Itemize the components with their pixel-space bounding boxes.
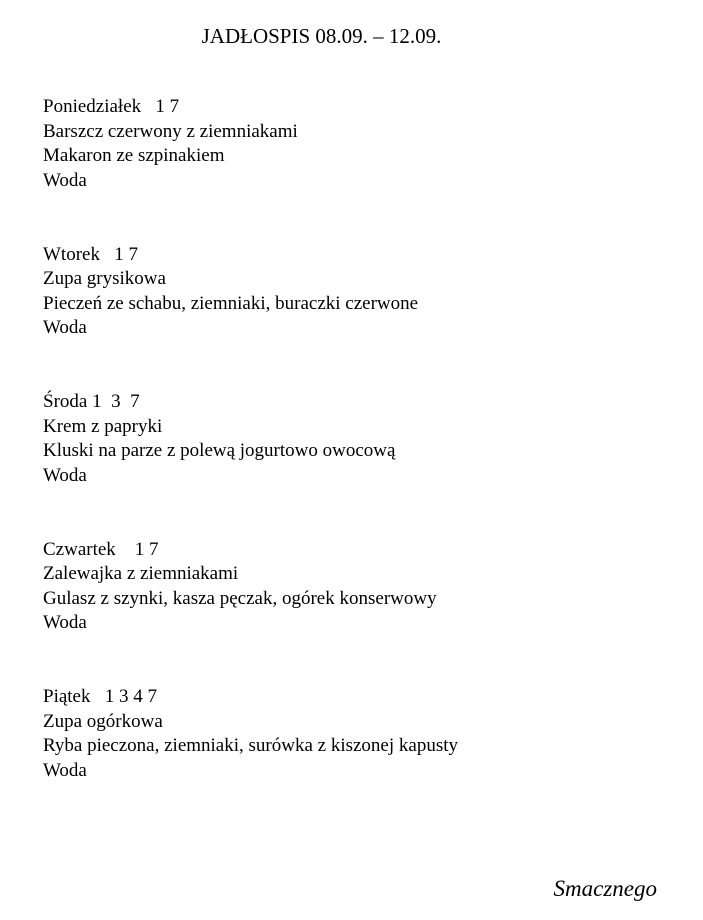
drink-item: Woda [43, 612, 87, 634]
drink-item: Woda [43, 759, 87, 781]
soup-item: Krem z papryki [43, 415, 163, 437]
main-dish-item: Makaron ze szpinakiem [43, 145, 225, 167]
drink-item: Woda [43, 317, 87, 339]
main-dish-item: Kluski na parze z polewą jogurtowo owocową [43, 440, 396, 462]
page-title: JADŁOSPIS 08.09. – 12.09. [201, 24, 442, 48]
day-monday [43, 95, 683, 243]
main-dish-item: Ryba pieczona, ziemniaki, surówka z kiszonej kapusty [43, 735, 459, 757]
day-thursday [43, 538, 683, 686]
drink-item: Woda [43, 169, 87, 191]
day-heading: Poniedziałek 1 7 [43, 96, 180, 117]
day-friday [43, 685, 683, 833]
soup-item: Zupa ogórkowa [43, 710, 163, 732]
day-wednesday [43, 390, 683, 538]
day-heading: Piątek 1 3 4 7 [43, 686, 157, 707]
soup-item: Barszcz czerwony z ziemniakami [43, 120, 298, 142]
soup-item: Zalewajka z ziemniakami [43, 563, 239, 585]
day-heading: Środa 1 3 7 [43, 391, 140, 412]
day-tuesday [43, 243, 683, 391]
day-heading: Wtorek 1 7 [43, 243, 138, 265]
soup-item: Zupa grysikowa [43, 268, 166, 290]
main-dish-item: Pieczeń ze schabu, ziemniaki, buraczki czerwone [43, 292, 419, 314]
drink-item: Woda [43, 464, 87, 486]
menu-days [43, 95, 683, 833]
day-heading: Czwartek 1 7 [43, 538, 159, 560]
main-dish-item: Gulasz z szynki, kasza pęczak, ogórek konserwowy [43, 587, 437, 609]
signoff-text: Smacznego [553, 876, 657, 901]
